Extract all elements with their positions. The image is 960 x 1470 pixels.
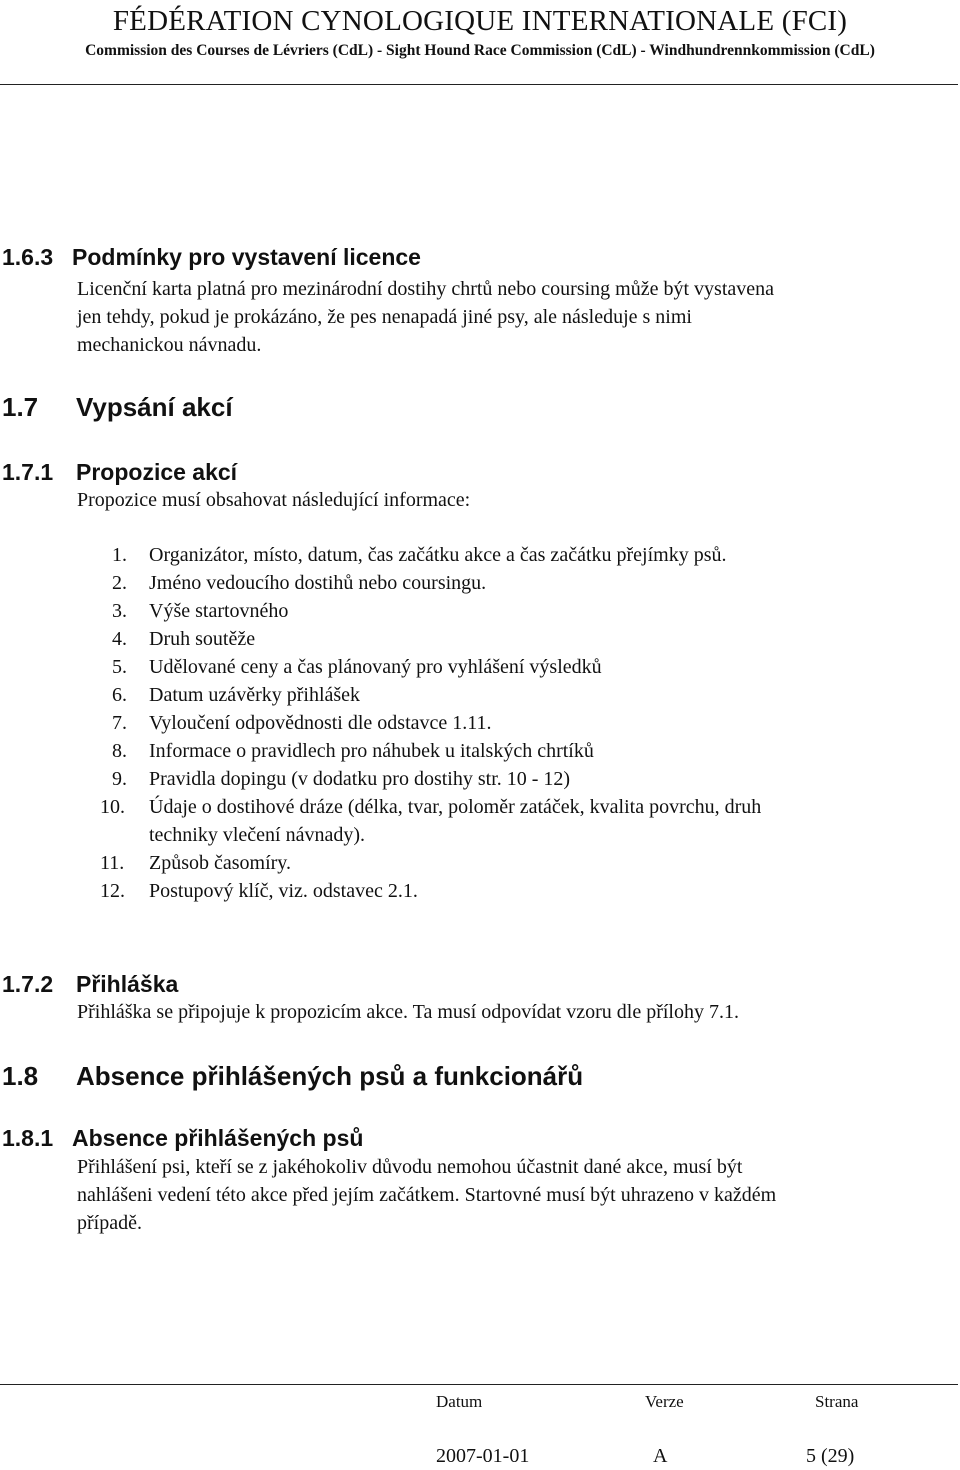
footer-label-strana: Strana <box>815 1392 859 1411</box>
paragraph-line: nahlášeni vedení této akce před jejím začátkem. Startovné musí být uhrazeno v každém <box>77 1184 777 1206</box>
document-header-title: FÉDÉRATION CYNOLOGIQUE INTERNATIONALE (FCI) <box>112 5 848 37</box>
list-item-number: 1. <box>112 544 127 566</box>
section-1-6-3-paragraph <box>77 275 952 359</box>
footer-value-strana: 5 (29) <box>806 1445 855 1467</box>
list-item <box>112 681 932 709</box>
list-item-number: 10. <box>100 796 125 818</box>
section-1-7-2-paragraph: Přihláška se připojuje k propozicím akce. Ta musí odpovídat vzoru dle přílohy 7.1. <box>77 1001 739 1023</box>
section-1-7-1-intro: Propozice musí obsahovat následující informace: <box>77 489 471 511</box>
list-item-text-continued: techniky vlečení návnady). <box>149 824 366 846</box>
list-item <box>100 849 932 877</box>
section-number: 1.7.2 <box>2 971 54 997</box>
list-item-number: 8. <box>112 740 127 762</box>
section-title: Podmínky pro vystavení licence <box>72 244 421 270</box>
list-item <box>100 877 932 905</box>
list-item-number: 9. <box>112 768 127 790</box>
section-number: 1.8 <box>2 1061 39 1091</box>
footer-label-datum: Datum <box>436 1392 483 1411</box>
list-item-number: 3. <box>112 600 127 622</box>
list-item-number: 11. <box>100 852 125 874</box>
list-item-number: 12. <box>100 880 125 902</box>
list-item <box>112 625 932 653</box>
list-item <box>112 709 932 737</box>
header-rule <box>0 84 958 85</box>
section-number: 1.7 <box>2 392 39 422</box>
section-1-7-heading <box>2 391 233 423</box>
list-item-number: 6. <box>112 684 127 706</box>
list-item-number: 4. <box>112 628 127 650</box>
list-item-number: 7. <box>112 712 127 734</box>
list-item-text: Postupový klíč, viz. odstavec 2.1. <box>149 880 418 902</box>
list-item-text: Způsob časomíry. <box>149 852 292 874</box>
list-item-text: Informace o pravidlech pro náhubek u italských chrtíků <box>149 740 594 762</box>
footer-value-verze: A <box>653 1445 668 1467</box>
list-item-text: Organizátor, místo, datum, čas začátku akce a čas začátku přejímky psů. <box>149 544 727 566</box>
list-item <box>100 793 932 849</box>
section-number: 1.7.1 <box>2 459 54 485</box>
list-item-number: 5. <box>112 656 127 678</box>
section-1-8-1-heading <box>2 1124 363 1152</box>
section-1-8-heading <box>2 1060 583 1092</box>
list-item <box>112 597 932 625</box>
section-title: Propozice akcí <box>76 459 238 485</box>
list-item <box>112 541 932 569</box>
list-item <box>112 765 932 793</box>
section-1-6-3-heading <box>2 243 421 271</box>
list-item-text: Datum uzávěrky přihlášek <box>149 684 361 706</box>
section-title: Vypsání akcí <box>76 392 233 422</box>
list-item <box>112 737 932 765</box>
paragraph-line: případě. <box>77 1212 142 1234</box>
section-title: Absence přihlášených psů a funkcionářů <box>76 1061 584 1091</box>
section-number: 1.8.1 <box>2 1125 54 1151</box>
list-item-text: Vyloučení odpovědnosti dle odstavce 1.11. <box>149 712 492 734</box>
document-header-subtitle: Commission des Courses de Lévriers (CdL) - Sight Hound Race Commission (CdL) - Windhundrennkommission (CdL) <box>85 42 875 59</box>
list-item-text: Údaje o dostihové dráze (délka, tvar, poloměr zatáček, kvalita povrchu, druh <box>149 796 762 818</box>
section-title: Přihláška <box>76 971 179 997</box>
section-1-7-1-heading <box>2 458 237 486</box>
section-title: Absence přihlášených psů <box>72 1125 364 1151</box>
list-item-text: Jméno vedoucího dostihů nebo coursingu. <box>149 572 487 594</box>
paragraph-line: Přihlášení psi, kteří se z jakéhokoliv důvodu nemohou účastnit dané akce, musí být <box>77 1156 743 1178</box>
paragraph-line: jen tehdy, pokud je prokázáno, že pes nenapadá jiné psy, ale následuje s nimi <box>77 306 692 328</box>
list-item-text: Výše startovného <box>149 600 289 622</box>
paragraph-line: mechanickou návnadu. <box>77 334 262 356</box>
footer-rule <box>0 1384 958 1385</box>
list-item-number: 2. <box>112 572 127 594</box>
list-item-text: Udělované ceny a čas plánovaný pro vyhlášení výsledků <box>149 656 602 678</box>
list-item <box>112 653 932 681</box>
section-number: 1.6.3 <box>2 244 54 270</box>
paragraph-line: Licenční karta platná pro mezinárodní dostihy chrtů nebo coursing může být vystavena <box>77 278 775 300</box>
list-item-text: Druh soutěže <box>149 628 256 650</box>
list-item <box>112 569 932 597</box>
footer-label-verze: Verze <box>645 1392 684 1411</box>
list-item-text: Pravidla dopingu (v dodatku pro dostihy str. 10 - 12) <box>149 768 571 790</box>
section-1-7-2-heading <box>2 970 178 998</box>
footer-value-datum: 2007-01-01 <box>436 1445 530 1467</box>
section-1-8-1-paragraph <box>77 1153 952 1237</box>
propozice-list <box>100 541 932 905</box>
